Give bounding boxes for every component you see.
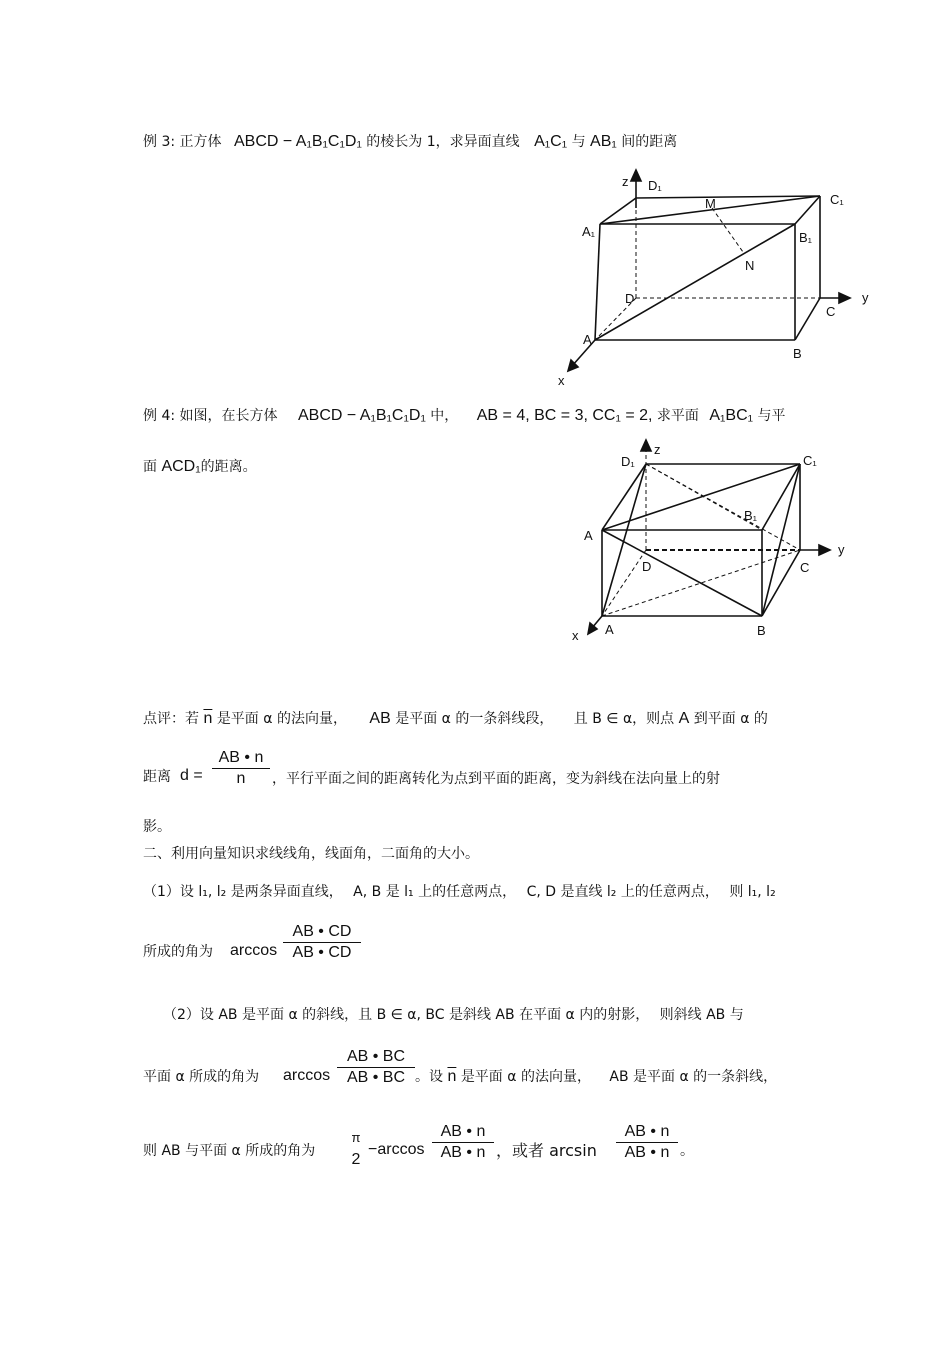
s2-p2-line — [163, 1006, 744, 1024]
ex3-mid: 的棱长为 1，求异面直线 — [366, 134, 520, 150]
s2-fraction2 — [337, 1047, 415, 1088]
s2-p2e: 是平面 α 的法向量， — [460, 1069, 591, 1085]
review-a: 点评：若 — [143, 711, 199, 727]
ex4-ask: 求平面 — [656, 408, 699, 424]
s2-p2a: （2）设 AB 是平面 α 的斜线，且 B ∈ α, BC 是斜线 AB 在平面 α 内的射影， — [163, 1007, 650, 1023]
s2-f3num: AB • n — [440, 1123, 486, 1140]
review-c: 是平面 α 的一条斜线段， — [395, 711, 554, 727]
s2-p1-line — [143, 883, 776, 901]
review-den: n — [236, 770, 246, 787]
label-d1: D₁ — [648, 178, 662, 193]
s2-p1b: A, B 是 l₁ 上的任意两点， — [353, 884, 517, 900]
ex4-prefix: 例 4: 如图，在长方体 — [143, 408, 278, 424]
s2-f4den: AB • n — [624, 1144, 670, 1161]
s2-f1den: AB • CD — [292, 944, 352, 961]
label4-a1: A — [584, 528, 593, 543]
label4-a: A — [605, 622, 614, 637]
ex4-line2-b: 的距离。 — [200, 459, 257, 475]
label-x: x — [558, 373, 565, 388]
label-z: z — [622, 174, 629, 189]
cube-figure — [550, 168, 880, 393]
label-d: D — [625, 291, 635, 306]
s2-p1c: C, D 是直线 l₂ 上的任意两点， — [526, 884, 719, 900]
review-n: $\overline{n}$ — [203, 710, 213, 727]
review-g: ，平行平面之间的距离转化为点到平面的距离，变为斜线在法向量上的射 — [272, 771, 720, 787]
ex4-plane1: A₁BC₁ — [709, 407, 754, 424]
ex3-line2: AB₁ — [590, 133, 617, 150]
s2-arccos1: arccos — [230, 942, 278, 959]
ex4-cond: AB = 4, BC = 3, CC₁ = 2, — [476, 407, 653, 424]
label4-d: D — [642, 559, 652, 574]
label-y: y — [862, 290, 869, 305]
label-a1: A₁ — [582, 224, 596, 239]
s2-f4num: AB • n — [624, 1123, 670, 1140]
s2-p2f: AB 是平面 α 的一条斜线， — [609, 1069, 778, 1085]
s2-fraction1 — [283, 922, 361, 963]
ex4-line1 — [143, 407, 786, 425]
label4-c1: C₁ — [803, 453, 817, 468]
label4-c: C — [800, 560, 810, 575]
ex4-conn: 与平 — [757, 408, 786, 424]
label-n: N — [745, 258, 755, 273]
review-ab: AB — [369, 710, 391, 727]
ex3-conn: 与 — [571, 134, 586, 150]
review-b: 是平面 α 的法向量， — [216, 711, 347, 727]
s2-pi: π — [351, 1130, 361, 1145]
label4-d1: D₁ — [621, 454, 635, 469]
label-c1: C₁ — [830, 192, 844, 207]
ex4-line2 — [143, 458, 257, 476]
s2-f3den: AB • n — [440, 1144, 486, 1161]
s2-p1d: 则 l₁, l₂ — [729, 884, 776, 900]
s2-f2num: AB • BC — [346, 1048, 406, 1065]
review-pa: A — [678, 710, 690, 727]
s2-p1e: 所成的角为 — [143, 944, 213, 960]
label4-b: B — [757, 623, 766, 638]
cuboid-figure — [562, 438, 862, 648]
ex4-plane2: ACD₁ — [161, 458, 201, 475]
s2-fraction3 — [432, 1122, 494, 1163]
label-b: B — [793, 346, 802, 361]
review-h: 影。 — [143, 819, 171, 835]
label4-b1: B₁ — [744, 508, 758, 523]
review-num: AB • n — [218, 749, 264, 766]
review-e: 到平面 α 的 — [693, 711, 768, 727]
s2-p2-rest — [415, 1068, 777, 1086]
ex3-solid: ABCD − A₁B₁C₁D₁ — [233, 133, 362, 150]
label4-z: z — [654, 442, 661, 457]
s2-p2c: 平面 α 所成的角为 — [143, 1069, 260, 1085]
s2-p2b: 则斜线 AB 与 — [659, 1007, 744, 1023]
s2-end: 。 — [680, 1143, 694, 1159]
review-line1 — [143, 710, 768, 728]
label4-x: x — [572, 628, 579, 643]
ex4-solid: ABCD − A₁B₁C₁D₁ — [297, 407, 426, 424]
s2-pi-fraction — [345, 1128, 367, 1170]
s2-arccos2: arccos — [283, 1067, 331, 1084]
ex4-line2-a: 面 — [143, 459, 157, 475]
review-d-eq: d = — [180, 767, 203, 784]
label-c: C — [826, 304, 836, 319]
s2-two: 2 — [351, 1151, 361, 1168]
ex3-prefix: 例 3: 正方体 — [143, 134, 222, 150]
s2-p3a: 则 AB 与平面 α 所成的角为 — [143, 1143, 316, 1159]
s2-f2den: AB • BC — [346, 1069, 406, 1086]
label-m: M — [705, 196, 716, 211]
label4-y: y — [838, 542, 845, 557]
ex4-mid: 中， — [430, 408, 459, 424]
ex3-suffix: 间的距离 — [621, 134, 678, 150]
s2-minus-arccos: −arccos — [368, 1141, 425, 1158]
s2-p2n: $\overline{n}$ — [447, 1068, 457, 1085]
label-a: A — [583, 332, 592, 347]
label-b1: B₁ — [799, 230, 813, 245]
s2-p2d: 。设 — [415, 1069, 443, 1085]
ex3-line1: A₁C₁ — [534, 133, 568, 150]
s2-fraction4 — [616, 1122, 678, 1163]
review-f: 距离 — [143, 769, 171, 785]
ex3-line — [143, 133, 677, 151]
review-d: 且 B ∈ α，则点 — [573, 711, 675, 727]
s2-p1a: （1）设 l₁, l₂ 是两条异面直线， — [143, 884, 343, 900]
s2-or: ，或者 arcsin — [496, 1141, 597, 1160]
s2-f1num: AB • CD — [292, 923, 352, 940]
section2-title: 二、利用向量知识求线线角，线面角，二面角的大小。 — [143, 846, 479, 862]
review-fraction — [212, 748, 270, 789]
